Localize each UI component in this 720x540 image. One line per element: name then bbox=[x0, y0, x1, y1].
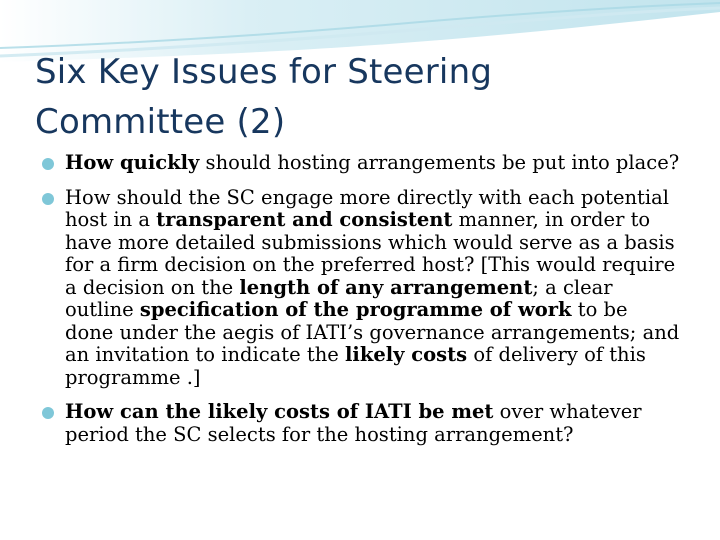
bullet-text: over whatever period the SC selects for the hosting arrangement? bbox=[65, 400, 642, 446]
bullet-item-3 bbox=[42, 401, 682, 446]
bullet-dot-icon bbox=[42, 407, 54, 419]
bullet-text: should hosting arrangements be put into place? bbox=[199, 151, 680, 174]
bullet-emphasis: How quickly bbox=[65, 151, 200, 174]
bullet-item-1 bbox=[42, 152, 682, 175]
bullet-text: of delivery of this programme .] bbox=[65, 343, 646, 389]
bullet-emphasis: specification of the programme of work bbox=[139, 298, 572, 321]
bullet-emphasis: transparent and consistent bbox=[156, 208, 453, 231]
bullet-item-2 bbox=[42, 187, 682, 390]
bullet-emphasis: likely costs bbox=[345, 343, 468, 366]
bullet-list bbox=[42, 152, 682, 446]
slide-title bbox=[35, 47, 675, 147]
bullet-text: How should the SC engage more directly with each potential host in a bbox=[65, 185, 669, 231]
bullet-dot-icon bbox=[42, 158, 54, 170]
title-line-1: Six Key Issues for Steering bbox=[35, 52, 493, 92]
bullet-text: ; a clear outline bbox=[65, 275, 613, 321]
title-line-2: Committee (2) bbox=[35, 102, 286, 142]
bullet-text: to be done under the aegis of IATI’s governance arrangements; and an invitation to indicate the bbox=[65, 298, 680, 366]
bullet-emphasis: length of any arrangement bbox=[239, 275, 533, 299]
bullet-text: manner, in order to have more detailed submissions which would serve as a basis for a firm decision on the preferred host? [This would require a decision on the bbox=[65, 208, 676, 299]
bullet-emphasis: How can the likely costs of IATI be met bbox=[65, 400, 494, 423]
bullet-dot-icon bbox=[42, 193, 54, 205]
